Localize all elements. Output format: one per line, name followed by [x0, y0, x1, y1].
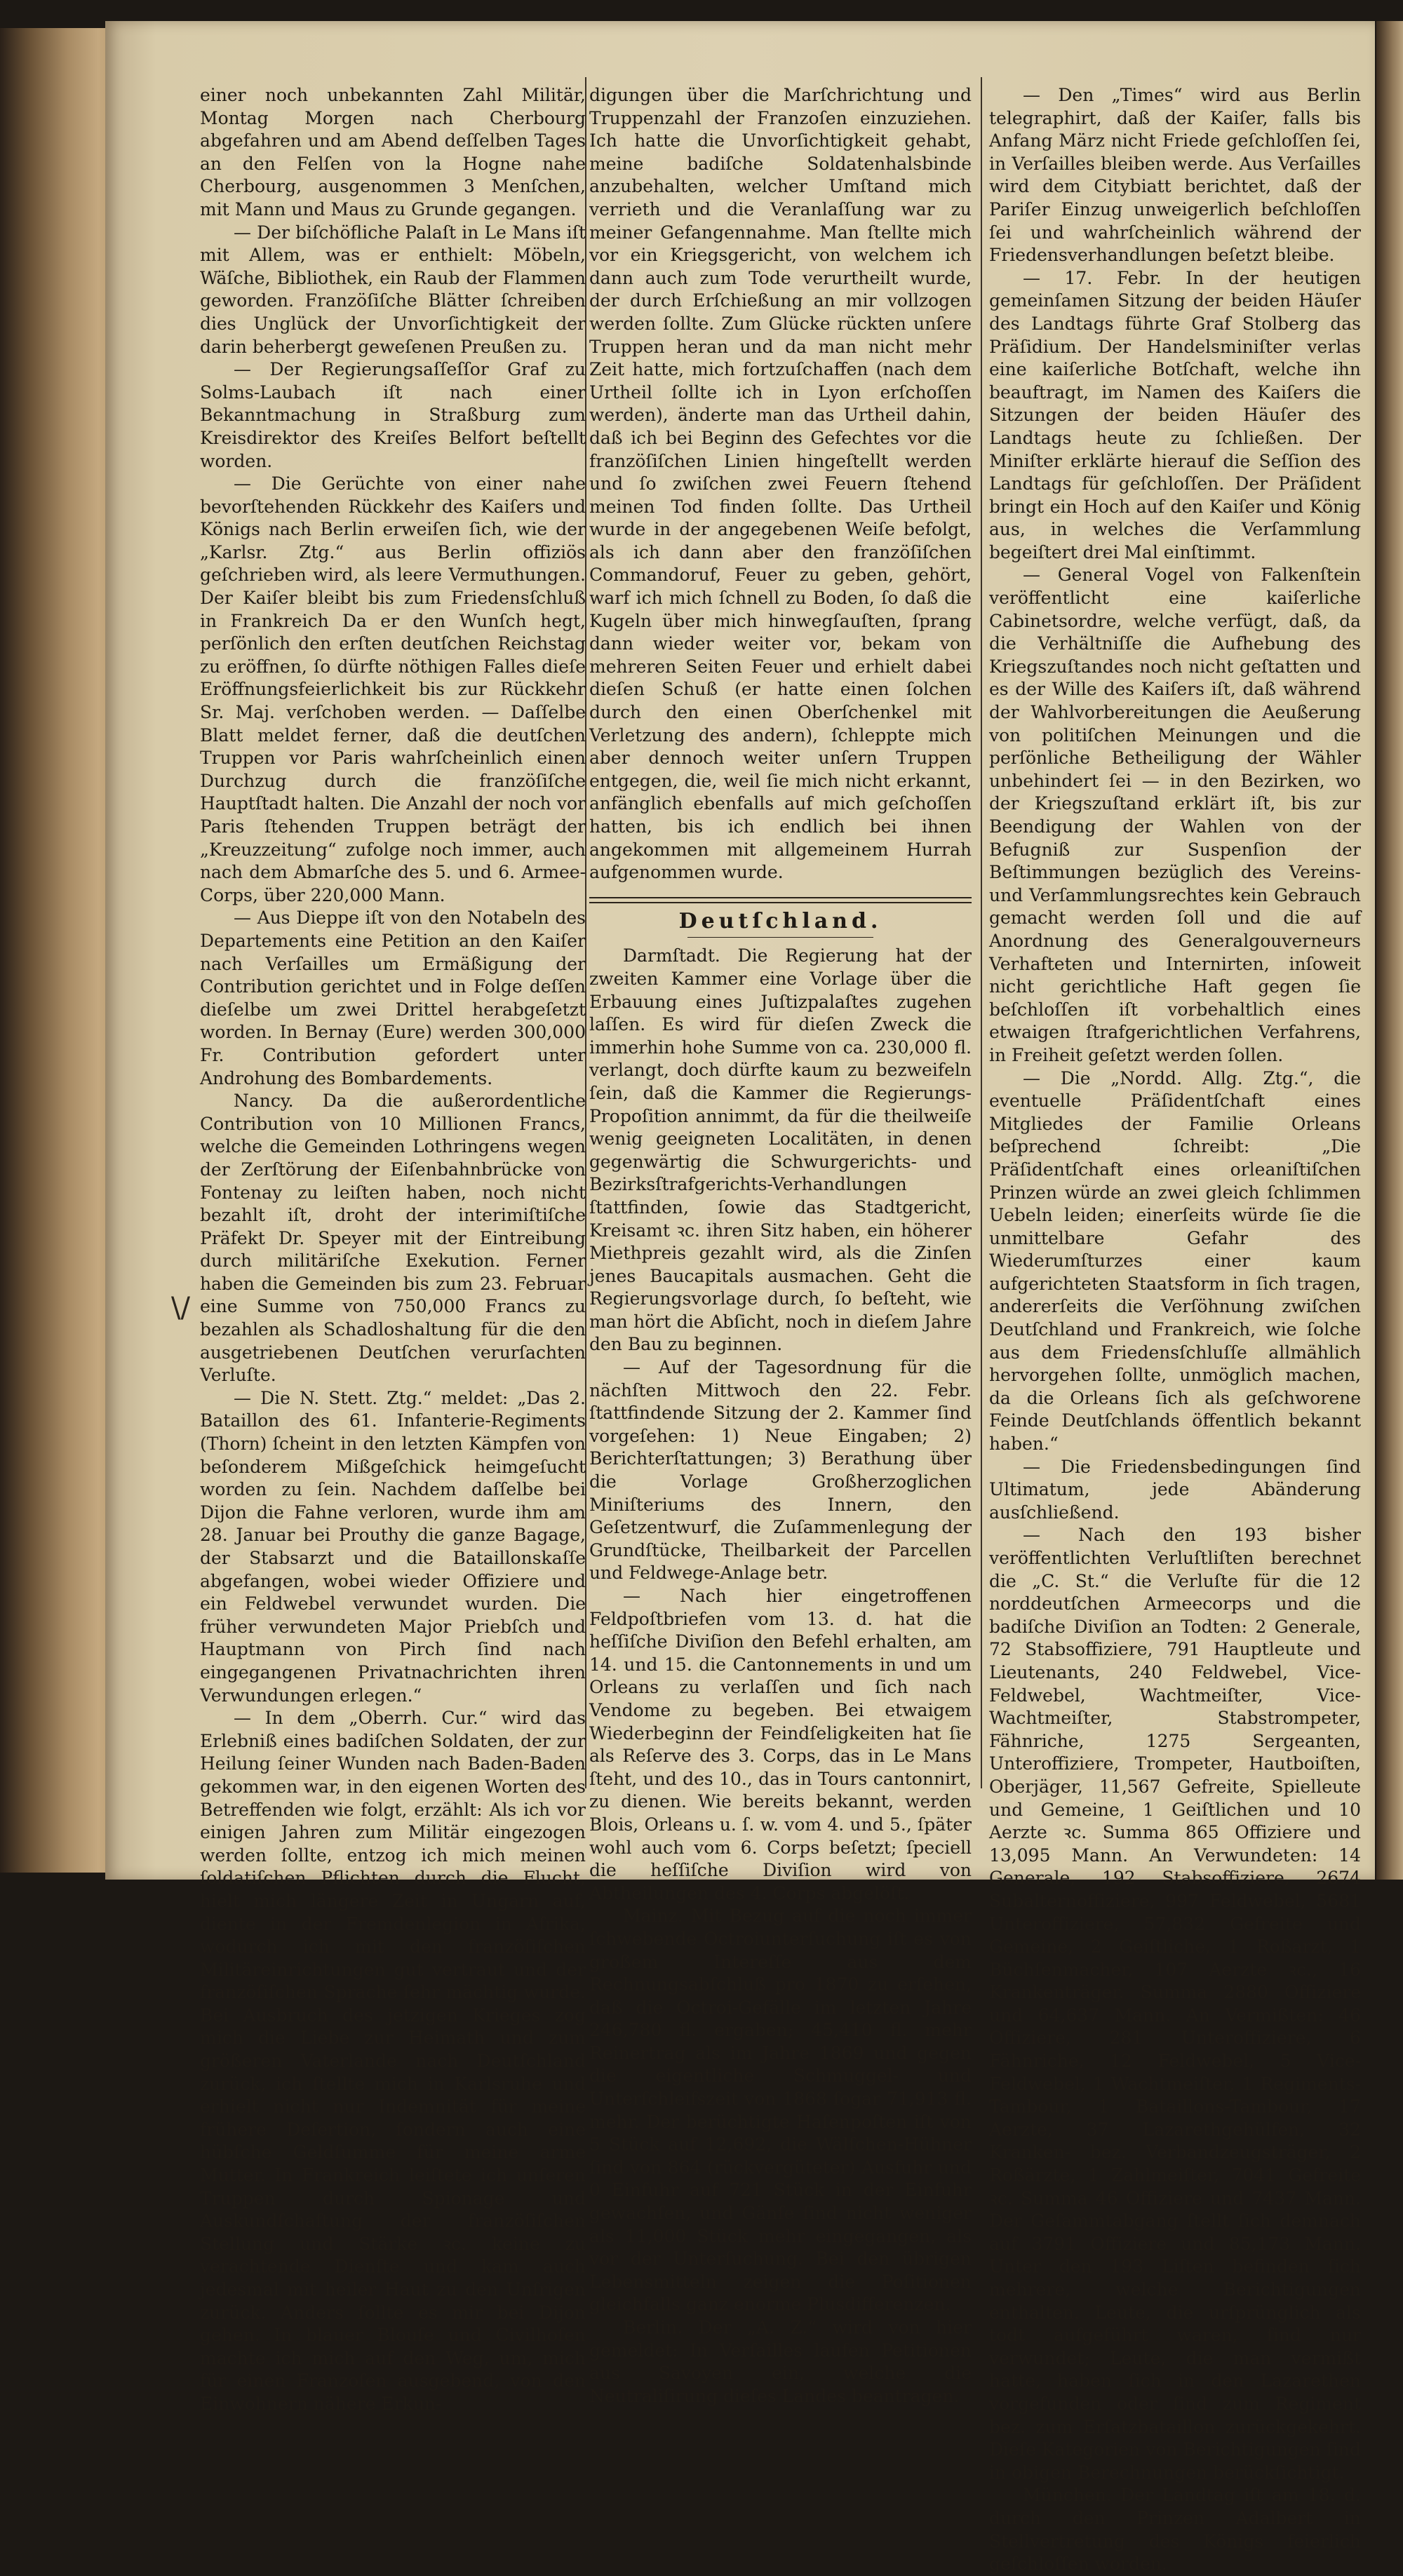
article-paragraph: Darmſtadt. Die Regierung hat der zweiten Kammer eine Vorlage über die Erbauung eines Juſtizpalaſtes zugehen laſſen. Es wird für dieſen Zweck die immerhin hohe Summe von ca. 230,000 fl. verlangt, doch dürfte kaum zu bezweifeln ſein, daß die Kammer die Regierungs-Propoſition annimmt, da für die theilweiſe wenig geeigneten Localitäten, in denen gegenwärtig die Schwurgerichts- und Bezirksſtrafgerichts-Verhandlungen ſtattfinden, ſowie das Stadtgericht, Kreisamt ꝛc. ihren Sitz haben, ein höherer Miethpreis gezahlt wird, als die Zinſen jenes Baucapitals ausmachen. Geht die Regierungsvorlage durch, ſo beſteht, wie man hört die Abſicht, noch in dieſem Jahre den Bau zu beginnen.: [589, 945, 972, 1355]
column-rule-2: [981, 77, 982, 1788]
article-paragraph: — Auf der Tagesordnung für die nächſten Mittwoch den 22. Febr. ſtattfindende Sitzung der 2. Kammer ſind vorgeſehen: 1) Neue Eingaben; 2) Berichterſtattungen; 3) Berathung über die Vorlage Großherzoglichen Miniſteriums des Innern, den Geſetzentwurf, die Zuſammenlegung der Grundſtücke, Theilbarkeit der Parcellen und Feldwege-Anlage betr.: [589, 1357, 972, 1584]
column-2-top: [589, 84, 972, 884]
article-paragraph: — Den „Times“ wird aus Berlin telegraphirt, daß der Kaiſer, falls bis Anfang März nicht Friede geſchloſſen ſei, in Verſailles bleiben werde. Aus Verſailles wird dem Citybiatt berichtet, daß der Pariſer Einzug unweigerlich beſchloſſen ſei und wahrſcheinlich während der Friedensverhandlungen beſetzt bleibe.: [989, 85, 1361, 266]
article-paragraph: Berlin. Der „A. Z.“ wird von hier gemeldet: In Verſailles laufen Petitionen aus Savoyen ein, welche die Neutraliſirung dieſes Landes beantragen.: [589, 2317, 972, 2406]
article-paragraph: Mainz. Mit Bezug auf die noch immer ſchwebende Octroiunterſuchung iſt es von großem Intereſſe aus dem Rechnungsabſchluß pro 1870 zu erſehen, daß die Octroi-Gefälle im letzten Jahre 246,780 fl. ergaben; 45,410 fl. mehr Reinertrag als im Jahre 1869 und gegen die eigentliche Schmuggel- und Unterſchleifszeit von 1868 ſogar 71,913 fl. mehr. Der berüchtigte Haſenpoſten iſt von 5 Stück auf 12,692, die Wälſchen-Hühner ſind von 864 (rückvergüteter) Ausfuhr und 0 Einfuhr auf 721 Stück in der Einfuhr gewachſen, und Gänſe ſind nicht weniger als 11,000 Stück mehr eingegangen, als vor der Unterſuchung. Bei den übrigen Lebensmitteln zeigen die Poſitionen gleichfalls ganz enorme Plusdifferenzen.: [589, 1906, 972, 2315]
article-paragraph: digungen über die Marſchrichtung und Truppenzahl der Franzoſen einzuziehen. Ich hatte die Unvorſichtigkeit gehabt, meine badiſche Soldatenhalsbinde anzubehalten, welcher Umſtand mich verrieth und die Veranlaſſung war zu meiner Gefangennahme. Man ſtellte mich vor ein Kriegsgericht, von welchem ich dann auch zum Tode verurtheilt wurde, der durch Erſchießung an mir vollzogen werden ſollte. Zum Glücke rückten unſere Truppen heran und da man nicht mehr Zeit hatte, mich fortzuſchaffen (nach dem Urtheil ſollte ich in Lyon erſchoſſen werden), änderte man das Urtheil dahin, daß ich bei Beginn des Gefechtes vor die franzöſiſchen Linien hingeſtellt werden und ſo zwiſchen zwei Feuern ſtehend meinen Tod finden ſollte. Das Urtheil wurde in der angegebenen Weiſe befolgt, als ich dann aber den franzöſiſchen Commandoruf, Feuer zu geben, gehört, warf ich mich ſchnell zu Boden, ſo daß die Kugeln über mich hinwegſauſten, ſprang dann wieder weiter vor, bekam von mehreren Seiten Feuer und erhielt dabei dieſen Schuß (er hatte einen ſolchen durch den einen Oberſchenkel mit Verletzung des andern), ſchleppte mich aber dennoch weiter unſern Truppen entgegen, die, weil ſie mich nicht erkannt, anfänglich ebenfalls auf mich geſchoſſen hatten, bis ich endlich bei ihnen angekommen mit allgemeinem Hurrah aufgenommen wurde.: [589, 85, 972, 883]
book-spine: [0, 28, 123, 1873]
article-paragraph: einer noch unbekannten Zahl Militär, Montag Morgen nach Cherbourg abgefahren und am Abend deſſelben Tages an den Felſen von la Hogne nahe Cherbourg, ausgenommen 3 Menſchen, mit Mann und Maus zu Grunde gegangen.: [200, 85, 586, 220]
section-divider: [589, 897, 972, 903]
article-paragraph: — Die Friedensbedingungen ſind Ultimatum, jede Abänderung ausſchließend.: [989, 1456, 1361, 1523]
column-1: [200, 84, 586, 2416]
next-page-edge: [1376, 21, 1403, 1880]
article-paragraph: — General Vogel von Falkenſtein veröffentlicht eine kaiſerliche Cabinetsordre, welche verfügt, daß, da die Verhältniſſe die Aufhebung des Kriegszuſtandes noch nicht geſtatten und es der Wille des Kaiſers iſt, daß während der Wahlvorbereitungen die Aeußerung von politiſchen Meinungen und die perſönliche Betheiligung der Wähler unbehindert ſei — in den Bezirken, wo der Kriegszuſtand erklärt iſt, bis zur Beendigung der Wahlen von der Befugniß zur Suspenſion der Beſtimmungen bezüglich des Vereins- und Verſammlungsrechtes kein Gebrauch gemacht werden ſoll und die auf Anordnung des Generalgouverneurs Verhafteten und Internirten, inſoweit nicht gerichtliche Haft gegen ſie beſchloſſen iſt vorbehaltlich eines etwaigen ſtrafgerichtlichen Verfahrens, in Freiheit geſetzt werden ſollen.: [989, 565, 1361, 1065]
article-paragraph: — Aus Dieppe iſt von den Notabeln des Departements eine Petition an den Kaiſer nach Verſailles um Ermäßigung der Contribution gerichtet und in Folge deſſen dieſelbe um zwei Drittel herabgeſetzt worden. In Bernay (Eure) werden 300,000 Fr. Contribution gefordert unter Androhung des Bombardements.: [200, 908, 586, 1088]
article-paragraph: — Die Gerüchte von einer nahe bevorſtehenden Rückkehr des Kaiſers und Königs nach Berlin erweiſen ſich, wie der „Karlsr. Ztg.“ aus Berlin offiziös geſchrieben wird, als leere Vermuthungen. Der Kaiſer bleibt bis zum Friedensſchluß in Frankreich Da er den Wunſch hegt, perſönlich den erſten deutſchen Reichstag zu eröffnen, ſo dürfte nöthigen Falles dieſe Eröffnungsfeierlichkeit bis zur Rückkehr Sr. Maj. verſchoben werden. — Daſſelbe Blatt meldet ferner, daß die deutſchen Truppen vor Paris wahrſcheinlich einen Durchzug durch die franzöſiſche Hauptſtadt halten. Die Anzahl der noch vor Paris ſtehenden Truppen beträgt der „Kreuzzeitung“ zufolge noch immer, auch nach dem Abmarſche des 5. und 6. Armee-Corps, über 220,000 Mann.: [200, 473, 586, 905]
margin-mark: \/: [171, 1292, 190, 1324]
article-paragraph: — In dem „Oberrh. Cur.“ wird das Erlebniß eines badiſchen Soldaten, der zur Heilung ſeiner Wunden nach Baden-Baden gekommen war, in den eigenen Worten des Betreffenden wie folgt, erzählt: Als ich vor einigen Jahren zum Militär eingezogen werden ſollte, entzog ich mich meinen ſoldatiſchen Pflichten durch die Flucht, hielt mich längere Zeit in Ungarn auf, diente in der Fremdenlegion in Afrika, wodurch ich mit den franzöſiſchen Militäreinrichtungen gut vertraut und der franzöſiſchen Sprache ſehr mächtig wurde. Bei Ausbruch des jetzigen Krieges zog mich die Liebe zur Heimath und zum größeren Vaterlande nach Deutſchland zurück, ich ſtellte mich in Karlsruhe und erhielt nicht nur Indemnität für meine frühere Deſertion, ſondern auch eine hübſche Geldſumme für meine arme Mutter. In Frankreich leiſtete ich unſeren Truppen durch Spionage und Auskundſchaftung der franzöſiſchen Stellung und Stärke ꝛc. keine zu verachtende Dienſte und kam auch jedesmal mit heiler Haut zu den Unſrigen zurück. Anders ſollte es mir bei Dijon gehen. In blauer Blouſe und Civilhoſen machte ich mich auf den Weg, um, mich für einen Franzoſen ausgebend, von den Einwohnern nähere Erkun-: [200, 1708, 586, 2414]
article-paragraph: — Die „Nordd. Allg. Ztg.“, die eventuelle Präſidentſchaft eines Mitgliedes der Familie Orleans beſprechend ſchreibt: „Die Präſidentſchaft eines orleaniſtiſchen Prinzen würde an zwei gleich ſchlimmen Uebeln leiden; einerſeits würde ſie die unmittelbare Gefahr des Wiederumſturzes einer kaum aufgerichteten Staatsform in ſich tragen, andererſeits die Verſöhnung zwiſchen Deutſchland und Frankreich, wie ſolche aus dem Friedensſchluſſe allmählich hervorgehen ſollte, unmöglich machen, da die Orleans ſich als geſchworene Feinde Deutſchlands öffentlich bekannt haben.“: [989, 1067, 1361, 1455]
column-2: [589, 84, 972, 2408]
article-paragraph: — Nach hier eingetroffenen Feldpoſtbriefen vom 13. d. hat die heſſiſche Diviſion den Befehl erhalten, am 14. und 15. die Cantonnements in und um Orleans zu verlaſſen und ſich nach Vendome zu begeben. Bei etwaigem Wiederbeginn der Feindſeligkeiten hat ſie als Reſerve des 3. Corps, das in Le Mans ſteht, und des 10., das in Tours cantonnirt, zu dienen. Wie bereits bekannt, werden Blois, Orleans u. ſ. w. vom 4. und 5., ſpäter wohl auch vom 6. Corps beſetzt; ſpeciell die heſſiſche Diviſion wird von Abtheilungen des 4. Corps abgelöſt.: [589, 1586, 972, 1903]
article-paragraph: — Nach den 193 bisher veröffentlichten Verluſtliſten berechnet die „C. St.“ die Verluſte für die 12 norddeutſchen Armeecorps und die badiſche Diviſion an Todten: 2 Generale, 72 Stabsoffiziere, 791 Hauptleute und Lieutenants, 240 Feldwebel, Vice-Feldwebel, Wachtmeiſter, Vice-Wachtmeiſter, Stabstrompeter, Fähnriche, 1275 Sergeanten, Unteroffiziere, Trompeter, Hautboiſten, Oberjäger, 11,567 Gefreite, Spielleute und Gemeine, 1 Geiſtlichen und 10 Aerzte ꝛc. Summa 865 Offiziere und 13,095 Mann. An Verwundeten: 14 Generale, 192 Stabsoffiziere, 2674 Subalternoffiziere, 997 Feldwebel, 5681 Unteroffiziere, 57,832 Gefreite und Gemeine, 2 Geiſtliche, 1 Roßarzt, 1 Büchſenmacher, 107 Aerzte ꝛc., 16 Krankenträger. Summa 2880 Offiziere und 64,637 Mann. An Vermißten: 46 Offiziere, 281 Unteroffiziere, 6 Fähnriche, 12 Feldwebel, 5 Vice-Feldwebel, 1 Wachtmeiſter, 1 Regiments-Tambour, 1 Bataillons-Tambour, 17 Aerzte, 37 Lazarethgehülfen, 32 Kranken- bez. Verbandzeugsträger, 2 Roßärzte, 1 Zahlmeiſter, 7041 Gefreite ꝛc. Summa 46 Offiziere und 7437 Mann. Der Geſammtabgang ſtellt ſich demnach auf 3791 Offiziere und 85,173 Mann. Unter den 193 Liſten befinden ſich mehrere, welche Berichtigungen enthalten. Leute, die urſprünglich als todt aufgeführt waren, ſind nur verwundet; Leute, die man vermißt hatte, haben ſich in den Lazarethen vorgefunden oder ſind zum Regiment bez. zum Erſatzbataillon zurückgekehrt. Dieſe Kategorien von Berichtigungen ſind in obigen Berechnungen berückſichtigt.: [989, 1525, 1361, 2483]
article-paragraph: München. Der Landtag iſt am 18. d. durch den Prinzen Adalbert in Stellvertretung des Königs feierlich geſchloſſen worden.: [989, 2485, 1361, 2575]
article-paragraph: — Der Regierungsaſſeſſor Graf zu Solms-Laubach iſt nach einer Bekanntmachung in Straßburg zum Kreisdirektor des Kreiſes Belfort beſtellt worden.: [200, 359, 586, 471]
column-3: [989, 84, 1361, 2576]
section-heading-deutschland: Deutſchland.: [678, 908, 882, 933]
article-paragraph: Nancy. Da die außerordentliche Contribution von 10 Millionen Francs, welche die Gemeinden Lothringens wegen der Zerſtörung der Eiſenbahnbrücke von Fontenay zu leiſten haben, noch nicht bezahlt iſt, droht der interimiſtiſche Präfekt Dr. Speyer mit der Eintreibung durch militäriſche Exekution. Ferner haben die Gemeinden bis zum 23. Februar eine Summe von 750,000 Francs zu bezahlen als Schadloshaltung für die den ausgetriebenen Deutſchen verurſachten Verluſte.: [200, 1091, 586, 1386]
article-paragraph: — 17. Febr. In der heutigen gemeinſamen Sitzung der beiden Häuſer des Landtags führte Graf Stolberg das Präſidium. Der Handelsminiſter verlas eine kaiſerliche Botſchaft, welche ihn beauftragt, im Namen des Kaiſers die Sitzungen der beiden Häuſer des Landtags heute zu ſchließen. Der Miniſter erklärte hierauf die Seſſion des Landtags für geſchloſſen. Der Präſident bringt ein Hoch auf den Kaiſer und König aus, in welches die Verſammlung begeiſtert drei Mal einſtimmt.: [989, 267, 1361, 562]
article-paragraph: — Der biſchöfliche Palaſt in Le Mans iſt mit Allem, was er enthielt: Möbeln, Wäſche, Bibliothek, ein Raub der Flammen geworden. Franzöſiſche Blätter ſchreiben dies Unglück der Unvorſichtigkeit der darin beherbergt geweſenen Preußen zu.: [200, 222, 586, 357]
heading-underline: [687, 937, 873, 938]
column-2-bottom: [589, 945, 972, 2408]
article-paragraph: — Die N. Stett. Ztg.“ meldet: „Das 2. Bataillon des 61. Infanterie-Regiments (Thorn) ſcheint in den letzten Kämpfen von beſonderem Mißgeſchick heimgeſucht worden zu ſein. Nachdem daſſelbe bei Dijon die Fahne verloren, wurde ihm am 28. Januar bei Prouthy die ganze Bagage, der Stabsarzt und die Bataillonskaſſe abgefangen, wobei wieder Offiziere und ein Feldwebel verwundet wurden. Die früher verwundeten Major Priebſch und Hauptmann von Pirch ſind nach eingegangenen Privatnachrichten ihren Verwundungen erlegen.“: [200, 1387, 586, 1706]
